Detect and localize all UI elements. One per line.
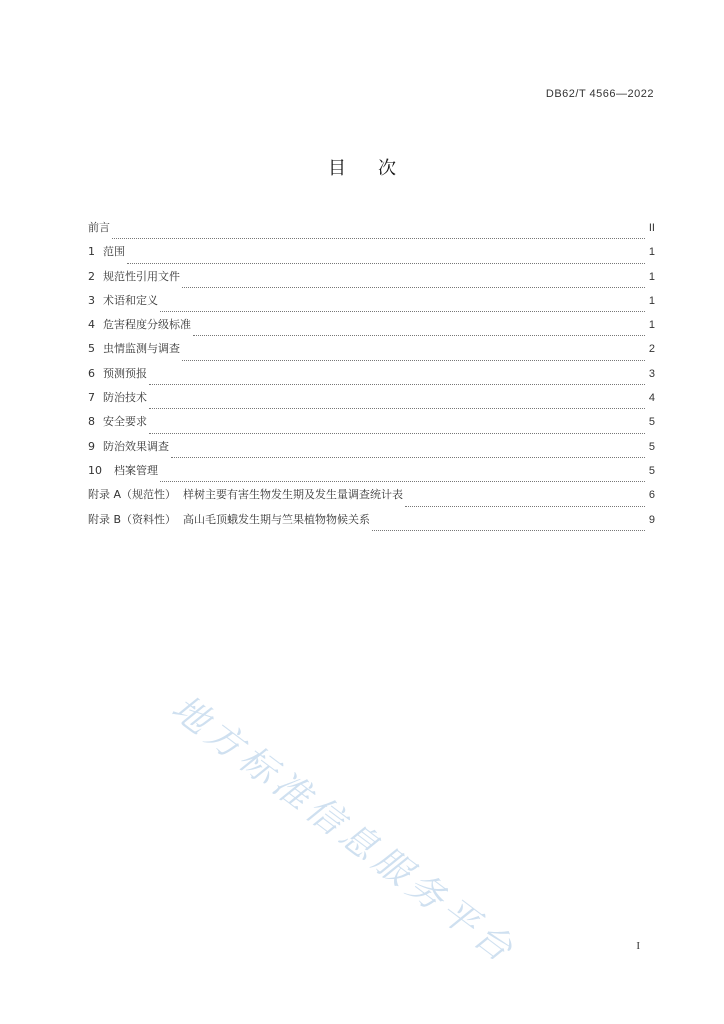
leader-dots bbox=[149, 432, 645, 434]
toc-entry-label: 档案管理 bbox=[114, 463, 158, 477]
toc-entry-page: 1 bbox=[648, 319, 655, 332]
toc-entry[interactable] bbox=[88, 413, 655, 437]
page-number: I bbox=[636, 940, 640, 952]
toc-entry-label: 规范性引用文件 bbox=[103, 269, 180, 283]
toc-entry[interactable] bbox=[88, 438, 655, 462]
toc-entry-number: 1 bbox=[88, 245, 95, 259]
page-title bbox=[0, 154, 724, 180]
toc-entry-number: 2 bbox=[88, 269, 95, 283]
toc-entry-label: 防治技术 bbox=[103, 391, 147, 405]
toc-entry-page: 5 bbox=[648, 440, 655, 453]
toc-entry[interactable] bbox=[88, 365, 655, 389]
toc-entry-label: 虫情监测与调查 bbox=[103, 342, 180, 356]
toc-entry[interactable] bbox=[88, 268, 655, 292]
leader-dots bbox=[160, 310, 645, 312]
leader-dots bbox=[171, 456, 645, 458]
page-title-char-2: 次 bbox=[378, 158, 396, 179]
toc-entry[interactable] bbox=[88, 340, 655, 364]
watermark-text: 地方标准信息服务平台 bbox=[163, 687, 524, 974]
leader-dots bbox=[182, 286, 645, 288]
leader-dots bbox=[149, 383, 645, 385]
leader-dots bbox=[112, 237, 645, 239]
standard-code: DB62/T 4566—2022 bbox=[545, 88, 654, 100]
toc-entry[interactable] bbox=[88, 219, 655, 243]
toc-entry-number: 7 bbox=[88, 391, 95, 405]
toc-entry[interactable] bbox=[88, 389, 655, 413]
toc-entry[interactable] bbox=[88, 486, 655, 510]
toc-entry-label: 附录 B（资料性） 高山毛顶蛾发生期与竺果植物物候关系 bbox=[88, 512, 371, 526]
leader-dots bbox=[182, 359, 645, 361]
toc-entry-page: 2 bbox=[648, 343, 655, 356]
toc-entry-number: 3 bbox=[88, 293, 95, 307]
toc-entry-label: 预测预报 bbox=[103, 366, 147, 380]
toc-entry-label: 附录 A（规范性） 样树主要有害生物发生期及发生量调查统计表 bbox=[88, 488, 404, 502]
toc-entry-page: 1 bbox=[648, 270, 655, 283]
toc-entry-label: 前言 bbox=[88, 221, 110, 234]
toc-entry-page: 5 bbox=[648, 464, 655, 477]
toc-entry-page: 4 bbox=[648, 392, 655, 405]
leader-dots bbox=[193, 334, 645, 336]
toc-entry-label: 安全要求 bbox=[103, 415, 147, 429]
toc-entry-label: 防治效果调查 bbox=[103, 439, 169, 453]
toc-entry-label: 范围 bbox=[103, 245, 125, 259]
toc-entry[interactable] bbox=[88, 511, 655, 535]
toc-entry-page: 1 bbox=[648, 246, 655, 259]
toc-entry-number: 4 bbox=[88, 318, 95, 332]
toc-entry-page: 5 bbox=[648, 416, 655, 429]
toc-entry-page: 9 bbox=[648, 513, 655, 526]
toc-entry-number: 5 bbox=[88, 342, 95, 356]
toc-entry-page: 3 bbox=[648, 367, 655, 380]
toc-entry-label: 危害程度分级标准 bbox=[103, 318, 191, 332]
leader-dots bbox=[149, 407, 645, 409]
toc-entry-number: 10 bbox=[88, 463, 102, 477]
toc-entry-page: 6 bbox=[648, 489, 655, 502]
toc-entry-number: 6 bbox=[88, 366, 95, 380]
toc-entry-page: II bbox=[648, 222, 655, 234]
toc-entry-number: 9 bbox=[88, 439, 95, 453]
toc-entry-label: 术语和定义 bbox=[103, 293, 158, 307]
leader-dots bbox=[127, 262, 645, 264]
leader-dots bbox=[405, 505, 645, 507]
table-of-contents bbox=[88, 219, 655, 535]
toc-entry[interactable] bbox=[88, 316, 655, 340]
toc-entry-number: 8 bbox=[88, 415, 95, 429]
toc-entry[interactable] bbox=[88, 243, 655, 267]
leader-dots bbox=[160, 480, 645, 482]
leader-dots bbox=[372, 529, 645, 531]
toc-entry[interactable] bbox=[88, 462, 655, 486]
toc-entry[interactable] bbox=[88, 292, 655, 316]
toc-entry-page: 1 bbox=[648, 294, 655, 307]
page-title-char-1: 目 bbox=[328, 158, 346, 179]
